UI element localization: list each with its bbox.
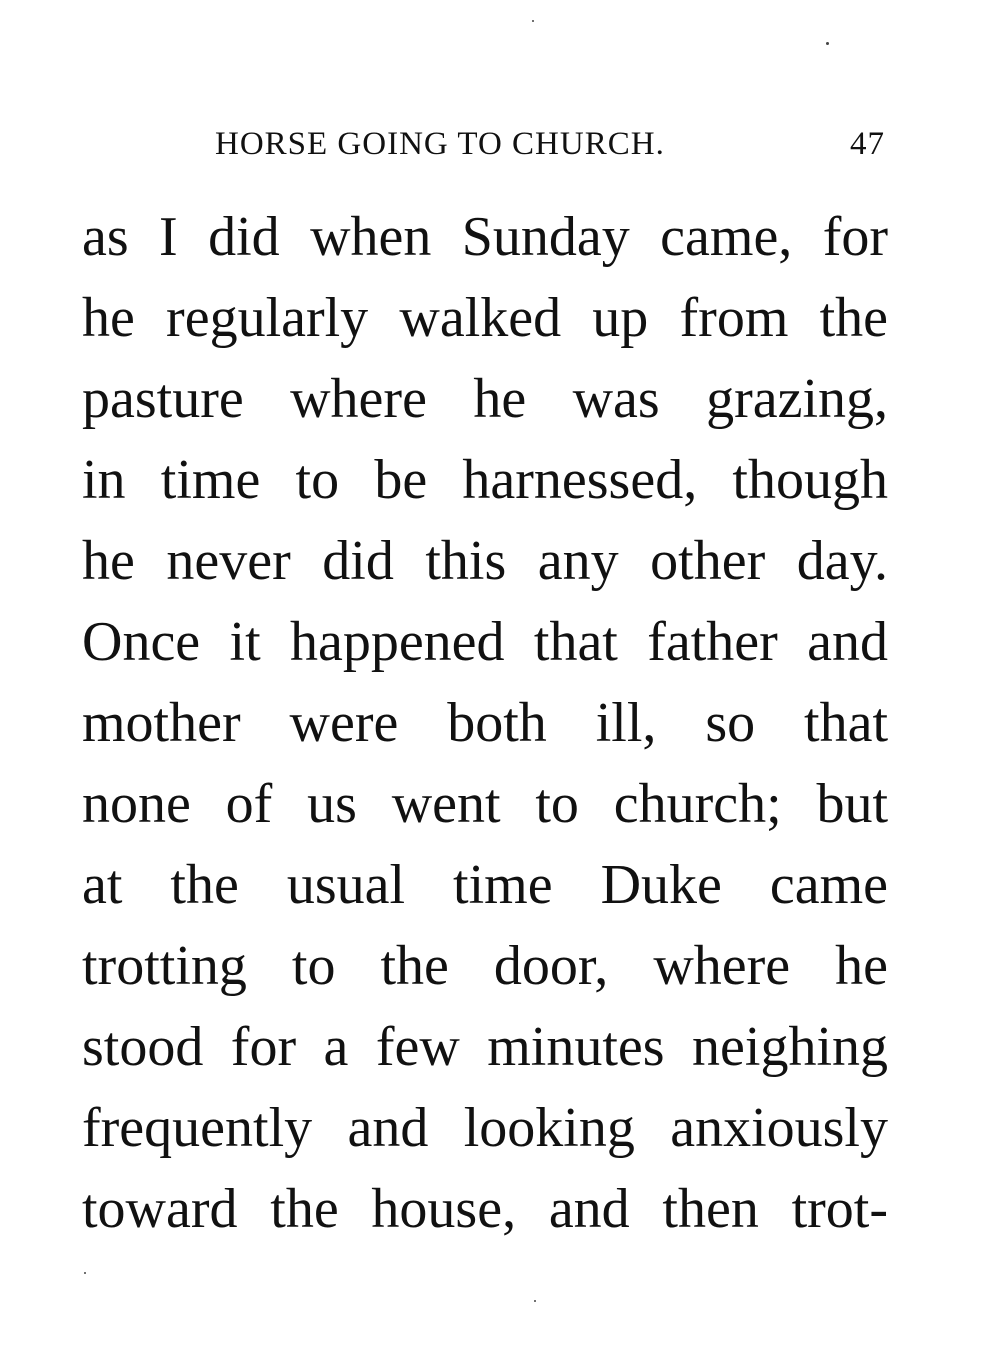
text-line-5: he never did this any other day. <box>82 530 888 592</box>
text-line-8: none of us went to church; but <box>82 773 888 835</box>
text-line-11: stood for a few minutes neighing <box>82 1016 888 1078</box>
print-speck <box>532 20 534 22</box>
text-line-10: trotting to the door, where he <box>82 935 888 997</box>
running-title: HORSE GOING TO CHURCH. <box>215 126 665 162</box>
text-line-2: he regularly walked up from the <box>82 287 888 349</box>
text-line-6: Once it happened that father and <box>82 611 888 673</box>
running-head <box>215 122 885 166</box>
body-text <box>82 197 888 1250</box>
page-number: 47 <box>850 126 885 162</box>
print-speck <box>534 1300 536 1302</box>
text-line-13: toward the house, and then trot- <box>82 1178 888 1240</box>
text-line-1: as I did when Sunday came, for <box>82 206 888 268</box>
text-line-4: in time to be harnessed, though <box>82 449 888 511</box>
text-line-12: frequently and looking anxiously <box>82 1097 888 1159</box>
text-line-7: mother were both ill, so that <box>82 692 888 754</box>
print-speck <box>826 42 829 45</box>
text-line-9: at the usual time Duke came <box>82 854 888 916</box>
print-speck <box>84 1272 86 1274</box>
text-line-3: pasture where he was grazing, <box>82 368 888 430</box>
